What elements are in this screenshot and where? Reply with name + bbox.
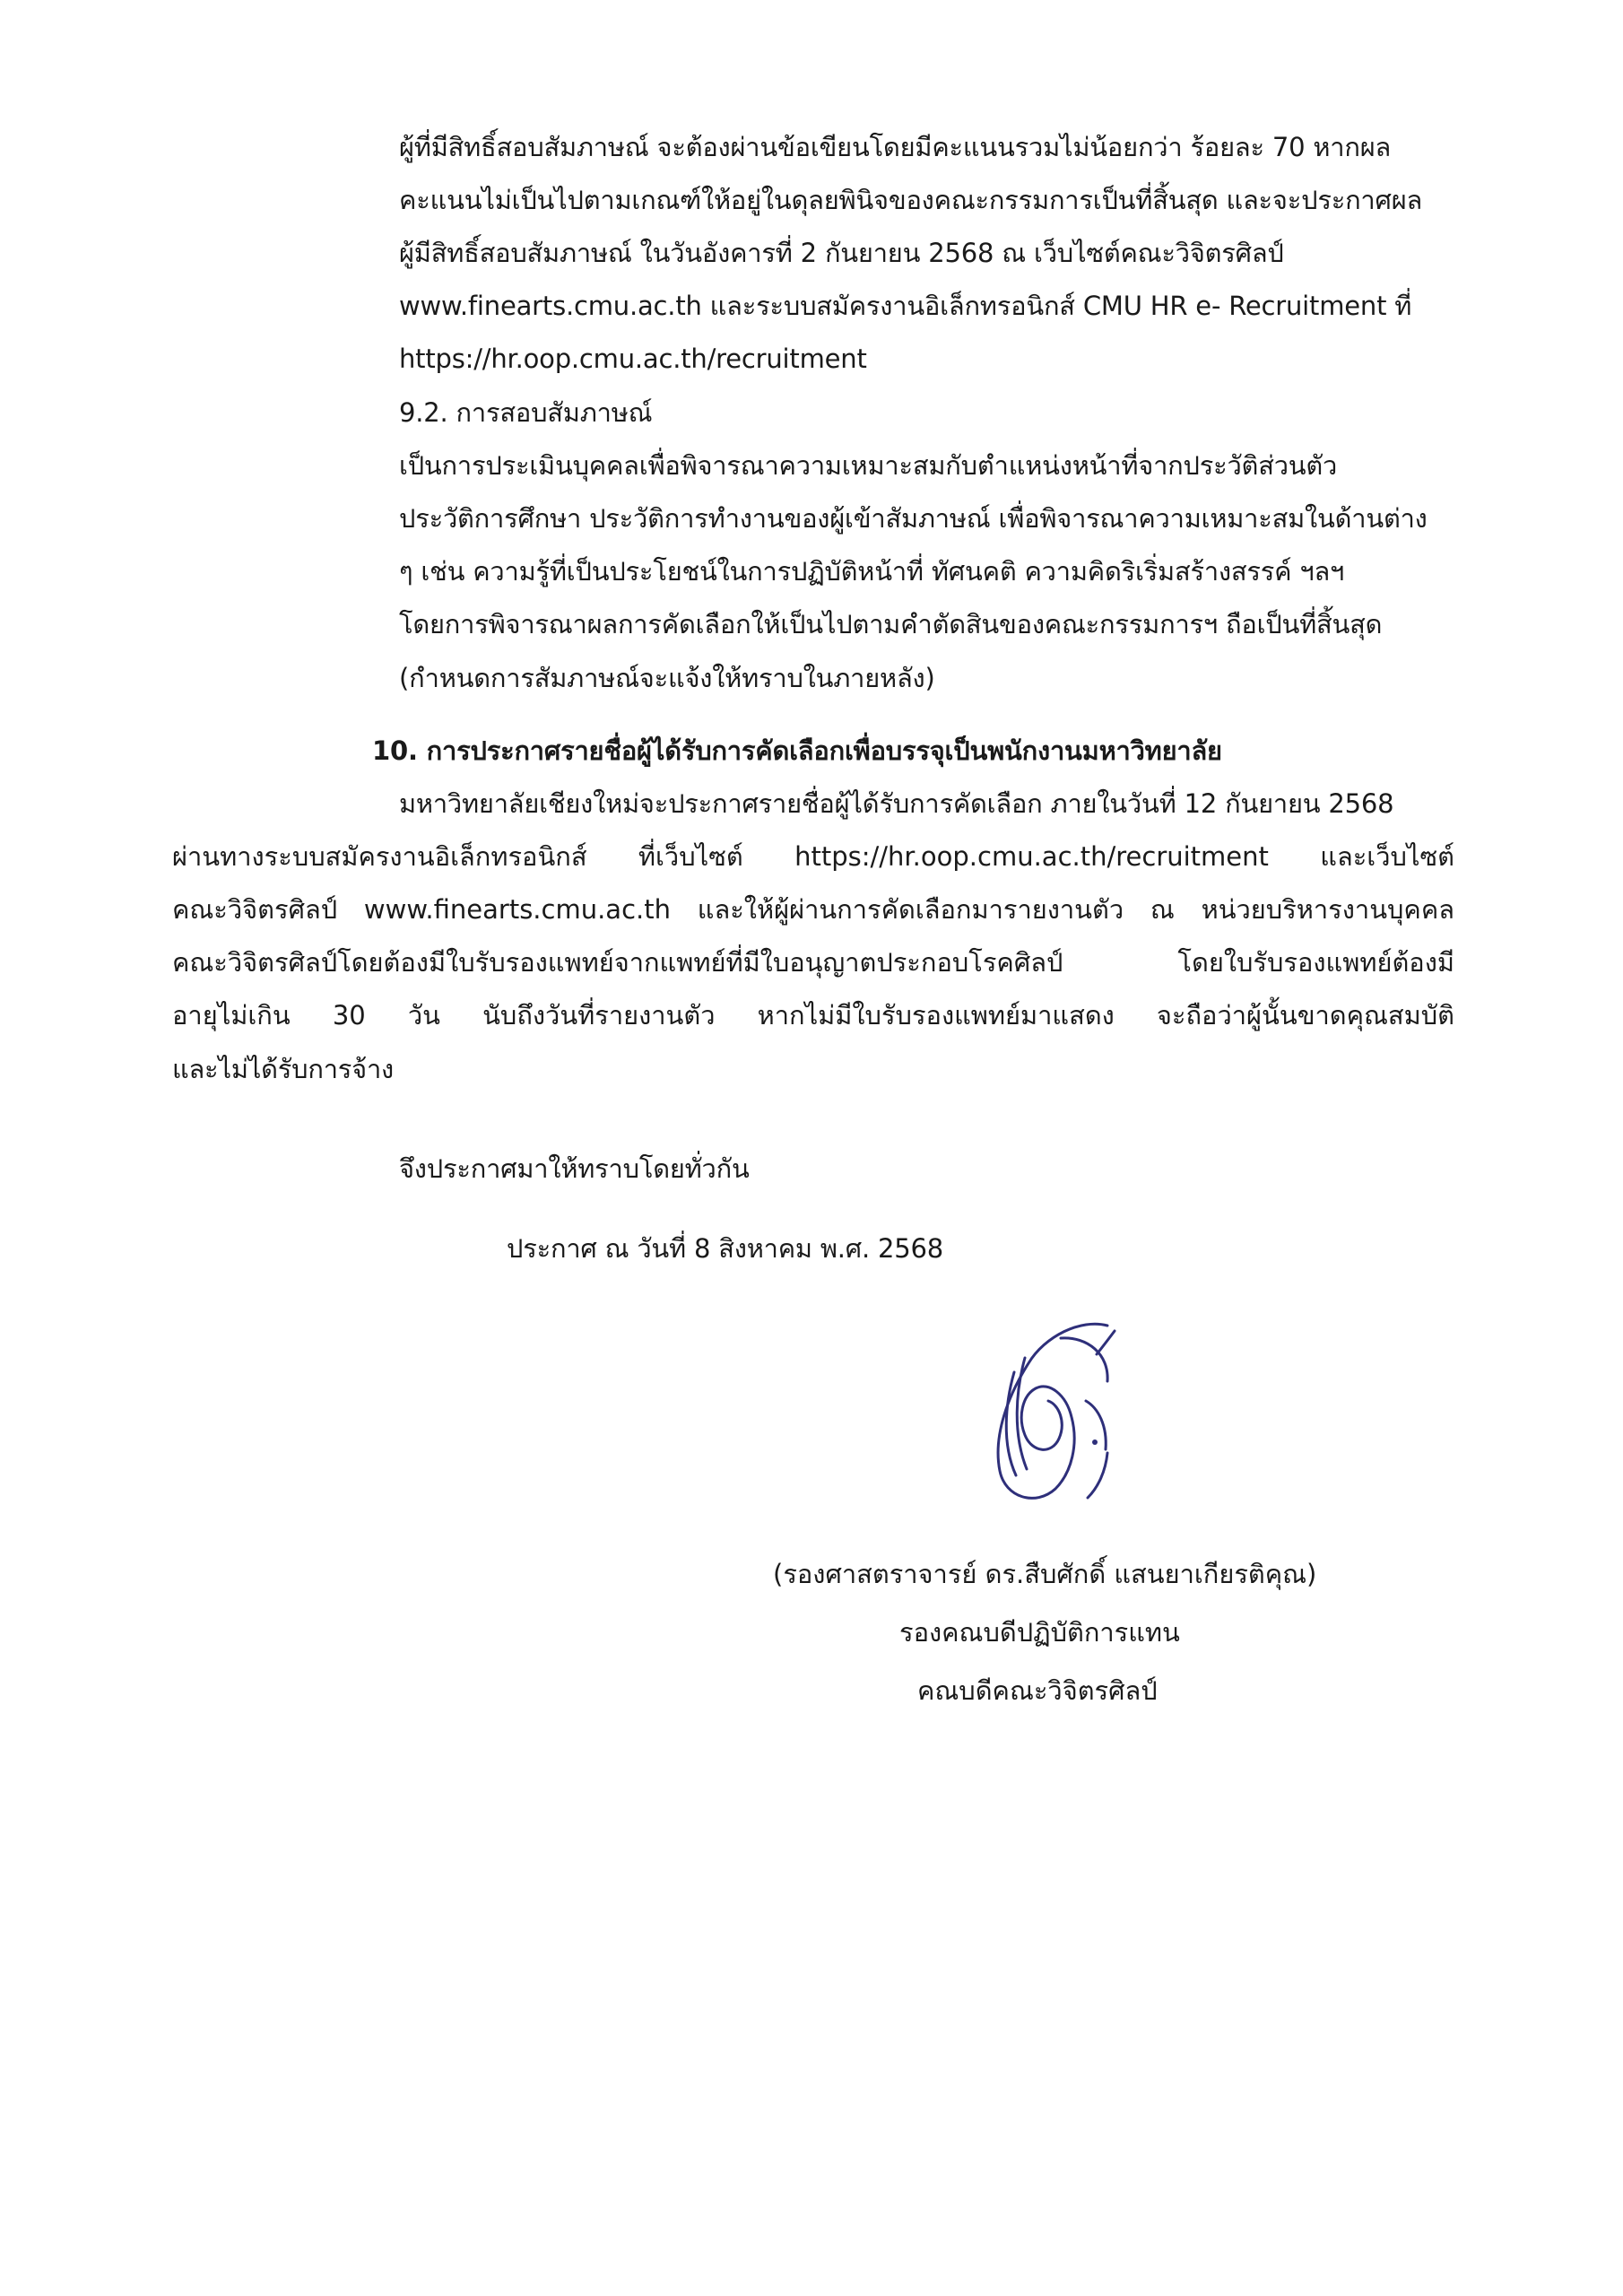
sec9-2-line-4: โดยการพิจารณาผลการคัดเลือกให้เป็นไปตามคำตัดสินของคณะกรรมการฯ ถือเป็นที่สิ้นสุด (399, 609, 1383, 639)
signer-title-dean: คณบดีคณะวิจิตรศิลป์ (917, 1675, 1158, 1706)
sec9-2-heading: 9.2. การสอบสัมภาษณ์ (399, 397, 653, 428)
sec9-2-line-1: เป็นการประเมินบุคคลเพื่อพิจารณาความเหมาะสมกับตำแหน่งหน้าที่จากประวัติส่วนตัว (399, 450, 1338, 481)
sec10-line-3: คณะวิจิตรศิลป์ www.finearts.cmu.ac.th และให้ผู้ผ่านการคัดเลือกมารายงานตัว ณ หน่วยบริหารงานบุคคล (172, 894, 1454, 925)
signature-image (973, 1318, 1125, 1525)
announce-line: จึงประกาศมาให้ทราบโดยทั่วกัน (399, 1153, 750, 1184)
sec10-line-5: อายุไม่เกิน 30 วัน นับถึงวันที่รายงานตัว หากไม่มีใบรับรองแพทย์มาแสดง จะถือว่าผู้นั้นขาดคุณสมบัติ (172, 1000, 1454, 1031)
signer-title-acting: รองคณบดีปฏิบัติการแทน (899, 1617, 1180, 1648)
sec10-line-2: ผ่านทางระบบสมัครงานอิเล็กทรอนิกส์ ที่เว็บไซต์ https://hr.oop.cmu.ac.th/recruitment และเว็บไซต์ (172, 841, 1454, 872)
announce-date: ประกาศ ณ วันที่ 8 สิงหาคม พ.ศ. 2568 (507, 1233, 944, 1264)
sec9-2-line-5: (กำหนดการสัมภาษณ์จะแจ้งให้ทราบในภายหลัง) (399, 663, 935, 693)
sec9-line-3: ผู้มีสิทธิ์สอบสัมภาษณ์ ในวันอังคารที่ 2 กันยายน 2568 ณ เว็บไซต์คณะวิจิตรศิลป์ (399, 238, 1284, 268)
sec10-heading: 10. การประกาศรายชื่อผู้ได้รับการคัดเลือกเพื่อบรรจุเป็นพนักงานมหาวิทยาลัย (372, 735, 1222, 766)
sec9-url-line: https://hr.oop.cmu.ac.th/recruitment (399, 344, 867, 374)
sec9-2-line-2: ประวัติการศึกษา ประวัติการทำงานของผู้เข้าสัมภาษณ์ เพื่อพิจารณาความเหมาะสมในด้านต่าง (399, 503, 1428, 534)
sec10-line-1: มหาวิทยาลัยเชียงใหม่จะประกาศรายชื่อผู้ได้รับการคัดเลือก ภายในวันที่ 12 กันยายน 2568 (399, 788, 1394, 819)
sec10-line-4: คณะวิจิตรศิลป์โดยต้องมีใบรับรองแพทย์จากแพทย์ที่มีใบอนุญาตประกอบโรคศิลป์ โดยใบรับรองแพทย์ต้องมี (172, 947, 1454, 978)
sec10-line-6: และไม่ได้รับการจ้าง (172, 1054, 394, 1084)
signature-scribble (973, 1318, 1125, 1525)
sec9-line-4: www.finearts.cmu.ac.th และระบบสมัครงานอิเล็กทรอนิกส์ CMU HR e- Recruitment ที่ (399, 291, 1412, 321)
sec9-line-1: ผู้ที่มีสิทธิ์สอบสัมภาษณ์ จะต้องผ่านข้อเขียนโดยมีคะแนนรวมไม่น้อยกว่า ร้อยละ 70 หากผล (399, 132, 1392, 162)
signer-name: (รองศาสตราจารย์ ดร.สืบศักดิ์ แสนยาเกียรติคุณ) (773, 1559, 1317, 1589)
sec9-2-line-3: ๆ เช่น ความรู้ที่เป็นประโยชน์ในการปฏิบัติหน้าที่ ทัศนคติ ความคิดริเริ่มสร้างสรรค์ ฯลฯ (399, 556, 1345, 587)
sec9-line-2: คะแนนไม่เป็นไปตามเกณฑ์ให้อยู่ในดุลยพินิจของคณะกรรมการเป็นที่สิ้นสุด และจะประกาศผล (399, 185, 1423, 215)
